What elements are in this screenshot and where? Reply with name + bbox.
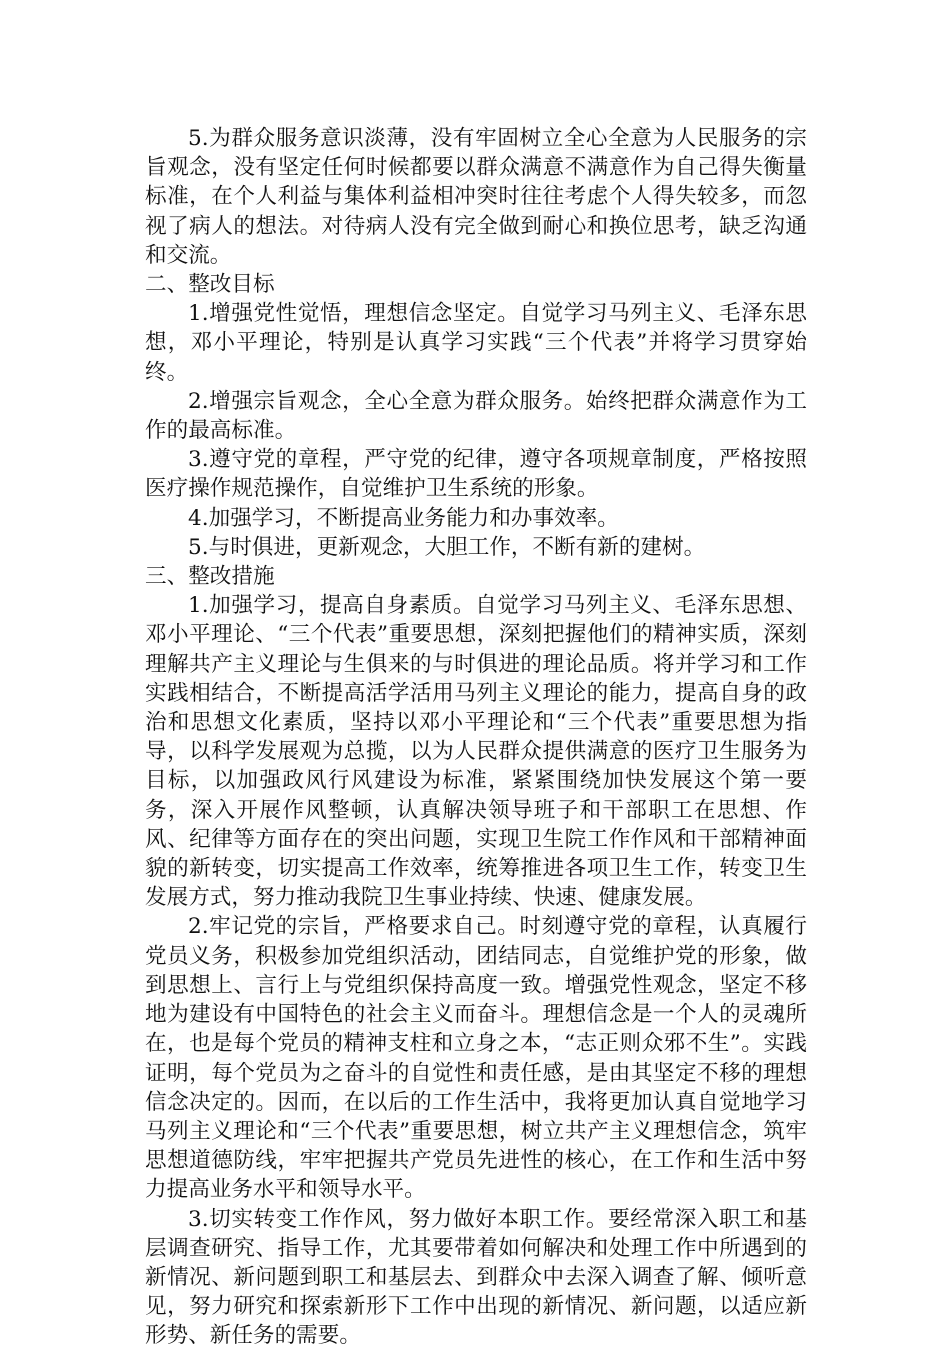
paragraph-goal-3: 3.遵守党的章程，严守党的纪律，遵守各项规章制度，严格按照医疗操作规范操作，自觉维护卫生系统的形象。: [145, 447, 807, 502]
section-heading-goals: 二、整改目标: [145, 272, 275, 298]
paragraph-measure-1: 1.加强学习，提高自身素质。自觉学习马列主义、毛泽东思想、邓小平理论、“三个代表”重要思想，深刻把握他们的精神实质，深刻理解共产主义理论与生俱来的与时俱进的理论品质。将并学习和工作实践相结合，不断提高活学活用马列主义理论的能力，提高自身的政治和思想文化素质，坚持以邓小平理论和“三个代表”重要思想为指导，以科学发展观为总揽，以为人民群众提供满意的医疗卫生服务为目标，以加强政风行风建设为标准，紧紧围绕加快发展这个第一要务，深入开展作风整顿，认真解决领导班子和干部职工在思想、作风、纪律等方面存在的突出问题，实现卫生院工作作风和干部精神面貌的新转变，切实提高工作效率，统筹推进各项卫生工作，转变卫生发展方式，努力推动我院卫生事业持续、快速、健康发展。: [145, 593, 807, 911]
paragraph-goal-4: 4.加强学习，不断提高业务能力和办事效率。: [188, 505, 619, 531]
paragraph-measure-2: 2.牢记党的宗旨，严格要求自己。时刻遵守党的章程，认真履行党员义务，积极参加党组织活动，团结同志，自觉维护党的形象，做到思想上、言行上与党组织保持高度一致。增强党性观念，坚定不移地为建设有中国特色的社会主义而奋斗。理想信念是一个人的灵魂所在，也是每个党员的精神支柱和立身之本，“志正则众邪不生”。实践证明，每个党员为之奋斗的自觉性和责任感，是由其坚定不移的理想信念决定的。因而，在以后的工作生活中，我将更加认真自觉地学习马列主义理论和“三个代表”重要思想，树立共产主义理想信念，筑牢思想道德防线，牢牢把握共产党员先进性的核心，在工作和生活中努力提高业务水平和领导水平。: [145, 914, 807, 1203]
paragraph-problem-5: 5.为群众服务意识淡薄，没有牢固树立全心全意为人民服务的宗旨观念，没有坚定任何时候都要以群众满意不满意作为自己得失衡量标准，在个人利益与集体利益相冲突时往往考虑个人得失较多，而忽视了病人的想法。对待病人没有完全做到耐心和换位思考，缺乏沟通和交流。: [145, 126, 807, 268]
paragraph-measure-3: 3.切实转变工作作风，努力做好本职工作。要经常深入职工和基层调查研究、指导工作，尤其要带着如何解决和处理工作中所遇到的新情况、新问题到职工和基层去、到群众中去深入调查了解、倾听意见，努力研究和探索新形下工作中出现的新情况、新问题，以适应新形势、新任务的需要。: [145, 1206, 807, 1349]
paragraph-goal-1: 1.增强党性觉悟，理想信念坚定。自觉学习马列主义、毛泽东思想，邓小平理论，特别是认真学习实践“三个代表”并将学习贯穿始终。: [145, 301, 807, 385]
paragraph-goal-2: 2.增强宗旨观念，全心全意为群众服务。始终把群众满意作为工作的最高标准。: [145, 388, 807, 444]
section-heading-measures: 三、整改措施: [145, 564, 275, 590]
paragraph-goal-5: 5.与时俱进，更新观念，大胆工作，不断有新的建树。: [188, 534, 706, 560]
document-page: [145, 124, 807, 1351]
